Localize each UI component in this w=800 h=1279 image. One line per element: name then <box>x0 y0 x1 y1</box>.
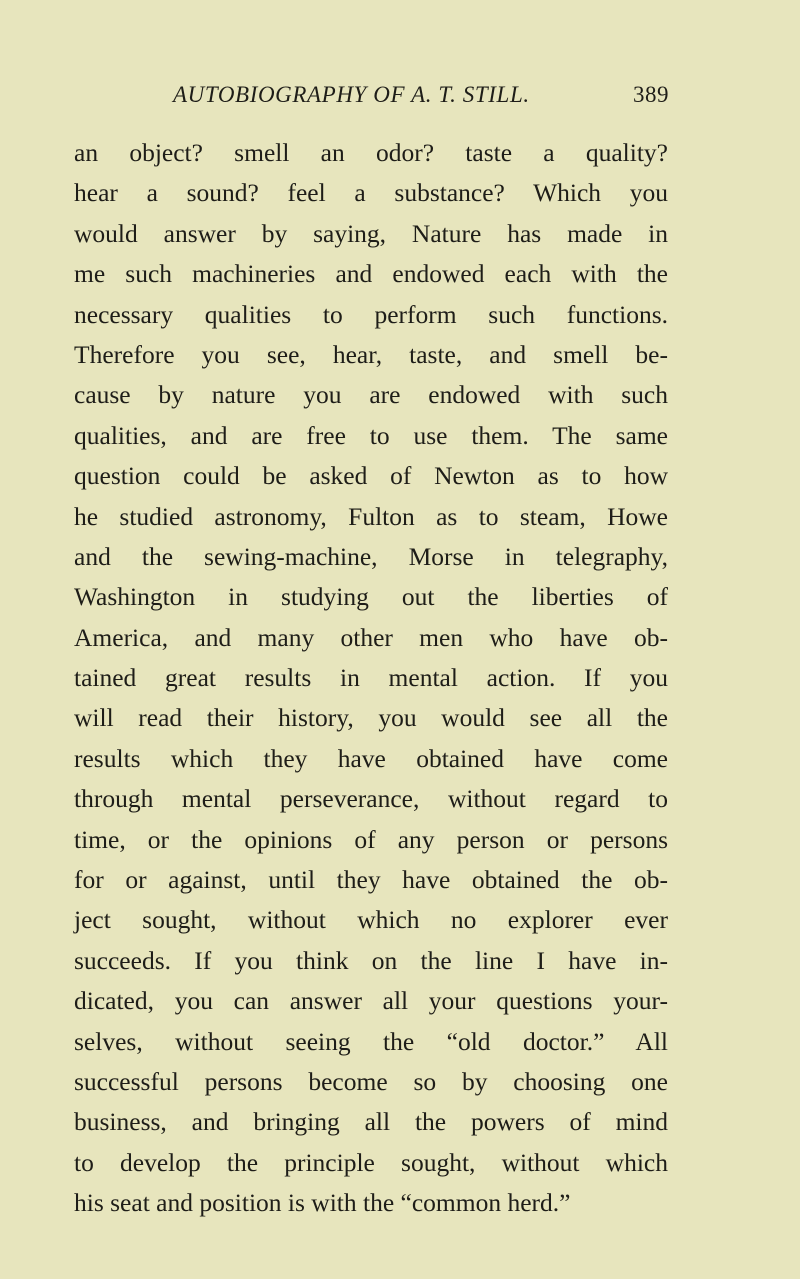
text-line: time, or the opinions of any person or persons <box>74 824 668 854</box>
body-text <box>74 133 668 1224</box>
text-line: necessary qualities to perform such functions. <box>74 299 668 329</box>
text-line: results which they have obtained have come <box>74 743 668 773</box>
text-line: question could be asked of Newton as to how <box>74 461 668 491</box>
text-line: me such machineries and endowed each with the <box>74 259 668 289</box>
text-line: and the sewing-machine, Morse in telegraphy, <box>74 541 668 571</box>
text-line: qualities, and are free to use them. The same <box>74 420 668 450</box>
text-line: for or against, until they have obtained the ob- <box>74 865 668 895</box>
text-line: he studied astronomy, Fulton as to steam, Howe <box>74 501 668 531</box>
running-head <box>173 82 669 116</box>
text-line: would answer by saying, Nature has made in <box>74 218 668 248</box>
text-line: through mental perseverance, without regard to <box>74 784 668 814</box>
text-line: Therefore you see, hear, taste, and smell be- <box>74 339 668 369</box>
text-line: to develop the principle sought, without which <box>74 1147 668 1177</box>
text-line: an object? smell an odor? taste a quality? <box>74 138 668 167</box>
text-line: successful persons become so by choosing one <box>74 1066 668 1096</box>
text-line: succeeds. If you think on the line I have in- <box>74 945 668 975</box>
text-line: ject sought, without which no explorer ever <box>74 905 668 935</box>
text-line: hear a sound? feel a substance? Which you <box>74 178 668 208</box>
page-number: 389 <box>633 82 669 107</box>
text-line: his seat and position is with the “common herd.” <box>74 1188 571 1218</box>
text-line: selves, without seeing the “old doctor.” All <box>74 1026 668 1056</box>
text-line: cause by nature you are endowed with such <box>74 380 668 410</box>
text-line: tained great results in mental action. If you <box>74 663 668 693</box>
text-line: dicated, you can answer all your questions your- <box>74 986 668 1016</box>
text-line: will read their history, you would see all the <box>74 703 668 733</box>
running-title: AUTOBIOGRAPHY OF A. T. STILL. <box>173 82 530 107</box>
text-line: America, and many other men who have ob- <box>74 622 668 652</box>
text-line: Washington in studying out the liberties of <box>74 582 668 612</box>
text-line: business, and bringing all the powers of mind <box>74 1107 668 1137</box>
